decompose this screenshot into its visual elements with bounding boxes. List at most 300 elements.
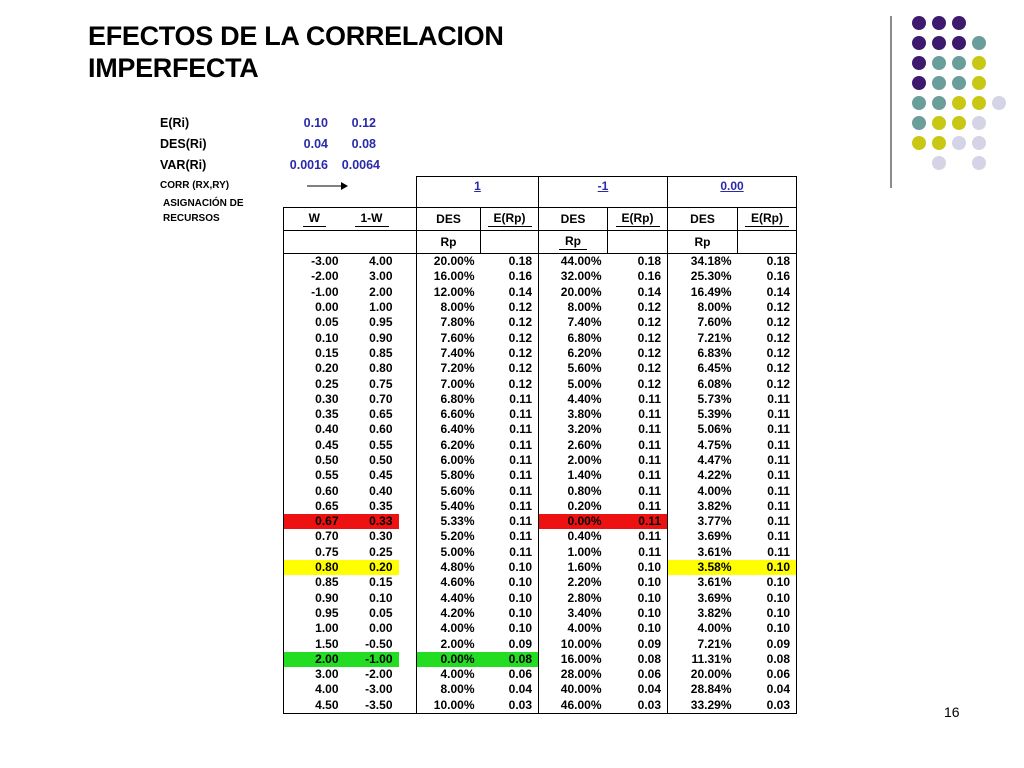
table-cell: 6.00% (417, 453, 481, 468)
table-cell: 3.77% (668, 514, 738, 529)
table-cell: 0.12 (508, 300, 532, 315)
table-row (284, 621, 797, 636)
table-cell: 0.14 (637, 284, 661, 299)
table-cell: 5.73% (668, 392, 738, 407)
table-cell: 4.00 (369, 254, 393, 269)
table-cell: 5.00% (417, 545, 481, 560)
table-cell: 0.55 (284, 468, 345, 483)
table-cell: 0.40 (369, 483, 393, 498)
decor-dot (952, 16, 966, 30)
table-cell: 0.08 (637, 651, 661, 666)
table-cell: 5.39% (668, 407, 738, 422)
table-cell: 8.00% (417, 300, 481, 315)
table-cell: 0.10 (637, 560, 661, 575)
table-row (284, 575, 797, 590)
table-cell: 4.75% (668, 438, 738, 453)
table-cell: 0.16 (738, 269, 797, 284)
table-row (284, 315, 797, 330)
table-cell: 1.00% (539, 545, 608, 560)
corr-value-3: 0.00 (668, 177, 797, 208)
decor-dot (932, 156, 946, 170)
table-cell: 0.03 (738, 698, 797, 714)
table-cell: 0.10 (284, 330, 345, 345)
decor-dot (972, 36, 986, 50)
table-cell: 0.30 (369, 529, 393, 544)
table-cell: 2.00% (417, 636, 481, 651)
table-cell: 1.00 (369, 300, 393, 315)
table-cell: 0.11 (509, 544, 532, 559)
table-cell: 0.05 (284, 315, 345, 330)
table-cell: 7.40% (417, 346, 481, 361)
table-cell: 0.50 (369, 453, 393, 467)
decor-dot (972, 116, 986, 130)
table-cell: 0.08 (738, 652, 797, 667)
table-cell: 6.83% (668, 346, 738, 361)
table-row (284, 422, 797, 437)
col-header-w: W (284, 208, 345, 231)
table-cell: 0.11 (509, 514, 532, 529)
table-cell: 0.11 (638, 483, 661, 498)
table-cell: 0.11 (509, 498, 532, 513)
table-row (284, 591, 797, 606)
table-cell: 0.11 (738, 529, 797, 544)
table-cell: 0.11 (738, 453, 797, 468)
table-cell: 4.60% (417, 575, 481, 590)
table-cell: 0.14 (508, 284, 532, 299)
table-cell: 7.60% (417, 330, 481, 345)
table-cell: 0.03 (481, 698, 539, 714)
col-header-erp-2: E(Rp) (608, 208, 668, 231)
table-cell: 0.10 (369, 590, 393, 605)
table-cell: 3.80% (539, 407, 608, 422)
table-row (284, 285, 797, 300)
table-cell: -3.00 (365, 682, 393, 697)
table-cell: 5.00% (539, 376, 608, 391)
table-cell: 0.11 (509, 437, 532, 452)
table-cell: 2.00% (539, 453, 608, 468)
table-cell: 0.11 (738, 407, 797, 422)
table-cell: 16.00% (417, 269, 481, 284)
decor-dot (992, 96, 1006, 110)
table-cell: 4.00% (668, 621, 738, 636)
table-cell: 0.10 (508, 590, 532, 605)
table-cell: 8.00% (668, 300, 738, 315)
decor-dot (912, 116, 926, 130)
col-header-des-2: DES (539, 208, 608, 231)
table-cell: 3.61% (668, 545, 738, 560)
table-cell: 0.85 (369, 345, 393, 360)
table-cell: 0.11 (638, 498, 661, 513)
table-row (284, 682, 797, 697)
table-row (284, 300, 797, 315)
table-cell: -1.00 (284, 285, 345, 300)
table-cell: 0.18 (637, 254, 661, 269)
table-cell: 0.11 (638, 422, 661, 437)
table-cell: 0.35 (284, 407, 345, 422)
portfolio-table (283, 176, 797, 714)
table-cell: 0.20 (284, 361, 345, 376)
table-cell: 0.08 (481, 652, 539, 667)
table-row (284, 407, 797, 422)
table-cell: 3.40% (539, 606, 608, 621)
table-cell: 0.09 (738, 636, 797, 651)
table-cell: 0.11 (738, 392, 797, 407)
table-cell: 0.12 (637, 330, 661, 345)
table-cell: 0.11 (509, 407, 532, 422)
table-cell: 5.33% (417, 514, 481, 529)
table-cell: 0.11 (638, 529, 661, 544)
decor-dot (952, 136, 966, 150)
table-cell: 5.60% (417, 483, 481, 498)
decor-dot (972, 136, 986, 150)
table-cell: 3.20% (539, 422, 608, 437)
table-cell: 0.11 (638, 391, 661, 406)
decor-dot (952, 116, 966, 130)
table-cell: 3.82% (668, 606, 738, 621)
table-row (284, 453, 797, 468)
decor-dot (952, 36, 966, 50)
table-cell: 0.11 (509, 529, 532, 544)
table-cell: 6.80% (417, 392, 481, 407)
table-cell: 16.49% (668, 285, 738, 300)
table-cell: 20.00% (539, 285, 608, 300)
param-value-x: 0.0016 (289, 158, 328, 172)
param-label: DES(Ri) (160, 137, 207, 151)
subheader-rp-1: Rp (417, 231, 481, 254)
table-row (284, 438, 797, 453)
table-cell: 33.29% (668, 698, 738, 714)
table-cell: 0.12 (637, 315, 661, 330)
subheader-rp-2: Rp (539, 231, 608, 254)
table-cell: 4.20% (417, 606, 481, 621)
table-cell: 40.00% (539, 682, 608, 697)
table-cell: 34.18% (668, 254, 738, 270)
table-cell: 3.69% (668, 591, 738, 606)
table-cell: 0.33 (345, 514, 399, 529)
table-row (284, 254, 797, 270)
table-cell: 0.10 (738, 621, 797, 636)
col-header-erp-1: E(Rp) (481, 208, 539, 231)
table-cell: 0.65 (284, 499, 345, 514)
table-cell: 0.10 (637, 621, 661, 636)
table-cell: 0.14 (738, 285, 797, 300)
table-cell: 0.18 (508, 254, 532, 269)
table-cell: 0.10 (738, 606, 797, 621)
table-cell: 0.20% (539, 499, 608, 514)
table-cell: 3.00 (369, 269, 393, 284)
table-cell: 0.65 (369, 407, 393, 422)
table-row (284, 468, 797, 483)
table-cell: 0.10 (738, 560, 797, 575)
table-cell: 0.45 (284, 438, 345, 453)
table-cell: 0.11 (509, 453, 532, 467)
corr-header-row (284, 177, 797, 208)
table-cell: 16.00% (539, 652, 608, 667)
table-cell: 6.45% (668, 361, 738, 376)
table-row (284, 560, 797, 575)
corr-value-2: -1 (539, 177, 668, 208)
table-cell: -0.50 (365, 636, 393, 651)
table-cell: 0.95 (284, 606, 345, 621)
table-cell: 0.11 (738, 545, 797, 560)
table-row (284, 361, 797, 376)
table-cell: 0.12 (738, 300, 797, 315)
table-cell: -1.00 (345, 652, 399, 667)
table-cell: 25.30% (668, 269, 738, 284)
slide-number: 16 (944, 704, 960, 720)
table-cell: 7.80% (417, 315, 481, 330)
table-cell: 7.20% (417, 361, 481, 376)
param-label: VAR(Ri) (160, 158, 207, 172)
table-cell: 0.11 (638, 437, 661, 452)
table-cell: 0.60 (284, 483, 345, 498)
table-cell: 4.00 (284, 682, 345, 697)
table-cell: 0.12 (637, 361, 661, 376)
decor-dot (932, 36, 946, 50)
table-cell: 0.16 (508, 269, 532, 284)
table-cell: 0.11 (738, 483, 797, 498)
table-row (284, 636, 797, 651)
decor-dot (952, 56, 966, 70)
table-row (284, 698, 797, 714)
table-cell: 20.00% (668, 667, 738, 682)
table-cell: 0.40 (284, 422, 345, 437)
table-cell: 0.11 (638, 453, 661, 467)
table-cell: 3.61% (668, 575, 738, 590)
decor-dot (932, 76, 946, 90)
table-cell: 6.80% (539, 330, 608, 345)
table-cell: 0.10 (508, 605, 532, 620)
table-cell: 0.40% (539, 529, 608, 544)
table-cell: 0.12 (508, 376, 532, 391)
table-cell: 0.30 (284, 392, 345, 407)
table-cell: 0.04 (637, 682, 661, 697)
table-row (284, 392, 797, 407)
table-cell: 4.00% (539, 621, 608, 636)
table-cell: 0.04 (738, 682, 797, 697)
table-cell: 0.55 (369, 437, 393, 452)
table-cell: 0.12 (637, 345, 661, 360)
table-cell: 5.20% (417, 529, 481, 544)
table-cell: 4.80% (417, 560, 481, 575)
asignacion-line-1: ASIGNACIÓN DE (163, 198, 244, 209)
table-cell: 0.00 (369, 621, 393, 636)
table-cell: 0.10 (738, 575, 797, 590)
decor-dot (972, 156, 986, 170)
table-cell: 0.10 (637, 605, 661, 620)
table-cell: 0.00% (539, 514, 608, 529)
table-cell: 6.20% (417, 438, 481, 453)
table-cell: 0.04 (508, 682, 532, 697)
table-row (284, 376, 797, 391)
table-cell: 5.60% (539, 361, 608, 376)
table-cell: 0.70 (369, 391, 393, 406)
table-cell: 0.06 (738, 667, 797, 682)
decor-dot (932, 136, 946, 150)
table-cell: 4.22% (668, 468, 738, 483)
decor-dot (952, 96, 966, 110)
table-cell: 0.11 (509, 391, 532, 406)
table-cell: 0.12 (738, 361, 797, 376)
table-cell: 0.50 (284, 453, 345, 468)
table-cell: 0.12 (738, 376, 797, 391)
table-cell: 2.80% (539, 591, 608, 606)
table-cell: 7.00% (417, 376, 481, 391)
table-cell: 10.00% (417, 698, 481, 714)
table-row (284, 667, 797, 682)
table-cell: 0.11 (738, 422, 797, 437)
table-row (284, 499, 797, 514)
table-cell: 0.12 (508, 315, 532, 330)
table-cell: 4.00% (417, 667, 481, 682)
decor-dot (972, 96, 986, 110)
table-cell: -2.00 (365, 667, 393, 682)
decor-dot (912, 136, 926, 150)
corr-value-1: 1 (417, 177, 539, 208)
table-cell: 7.40% (539, 315, 608, 330)
table-row (284, 483, 797, 498)
table-cell: 0.15 (369, 575, 393, 590)
table-cell: 7.60% (668, 315, 738, 330)
table-cell: 7.21% (668, 636, 738, 651)
table-cell: 3.82% (668, 499, 738, 514)
table-cell: 0.12 (508, 330, 532, 345)
table-cell: 0.11 (509, 422, 532, 437)
decor-dot (912, 76, 926, 90)
table-cell: 3.69% (668, 529, 738, 544)
table-cell: 0.05 (369, 605, 393, 620)
table-cell: 1.60% (539, 560, 608, 575)
table-cell: 2.20% (539, 575, 608, 590)
param-value-x: 0.04 (303, 137, 328, 151)
table-cell: 0.80 (369, 361, 393, 376)
table-cell: 0.25 (284, 376, 345, 391)
table-cell: 0.11 (738, 468, 797, 483)
table-cell: -3.50 (345, 698, 399, 714)
param-label: E(Ri) (160, 116, 190, 130)
table-cell: 5.06% (668, 422, 738, 437)
table-row (284, 330, 797, 345)
table-row (284, 606, 797, 621)
table-cell: 2.00 (284, 652, 345, 667)
table-cell: 0.12 (508, 345, 532, 360)
table-cell: 6.40% (417, 422, 481, 437)
table-cell: 0.10 (508, 621, 532, 636)
table-cell: 4.47% (668, 453, 738, 468)
table-cell: 0.11 (738, 514, 797, 529)
table-cell: 6.20% (539, 346, 608, 361)
table-cell: 0.12 (637, 376, 661, 391)
table-row (284, 652, 797, 667)
table-cell: 0.80 (284, 560, 345, 575)
table-cell: 0.10 (508, 575, 532, 590)
table-cell: 8.00% (539, 300, 608, 315)
table-cell: 0.11 (509, 468, 532, 483)
table-cell: 0.80% (539, 483, 608, 498)
table-cell: 0.20 (345, 560, 399, 575)
decor-dot (972, 56, 986, 70)
decor-dot (932, 16, 946, 30)
table-cell: 4.40% (417, 591, 481, 606)
table-cell: 4.50 (284, 698, 345, 714)
title-line-1: EFECTOS DE LA CORRELACION (88, 21, 504, 51)
table-cell: 12.00% (417, 285, 481, 300)
subheader-row (284, 231, 797, 254)
table-cell: 4.00% (668, 483, 738, 498)
table-cell: 10.00% (539, 636, 608, 651)
table-cell: 1.00 (284, 621, 345, 636)
table-cell: 4.00% (417, 621, 481, 636)
table-cell: 0.10 (738, 591, 797, 606)
slide-title (88, 20, 504, 84)
table-row (284, 514, 797, 529)
table-cell: 0.75 (369, 376, 393, 391)
col-header-erp-3: E(Rp) (738, 208, 797, 231)
decor-dot (912, 16, 926, 30)
table-row (284, 346, 797, 361)
title-line-2: IMPERFECTA (88, 53, 259, 83)
table-cell: 3.58% (668, 560, 738, 575)
table-cell: -2.00 (284, 269, 345, 284)
table-cell: 0.90 (284, 591, 345, 606)
table-cell: 0.11 (738, 438, 797, 453)
table-cell: 0.60 (369, 422, 393, 437)
param-value-y: 0.08 (351, 137, 376, 151)
table-cell: 0.11 (638, 468, 661, 483)
decor-dot (972, 76, 986, 90)
table-cell: 0.11 (509, 483, 532, 498)
table-cell: 0.90 (369, 330, 393, 345)
table-cell: 8.00% (417, 682, 481, 697)
decor-divider-line (890, 16, 892, 188)
table-cell: 7.21% (668, 330, 738, 345)
table-cell: 0.10 (508, 560, 532, 575)
table-cell: 0.10 (637, 590, 661, 605)
asignacion-label (163, 196, 244, 226)
table-cell: 0.15 (284, 346, 345, 361)
table-cell: 1.50 (284, 636, 345, 651)
col-header-1w: 1-W (345, 208, 399, 231)
param-value-x: 0.10 (303, 116, 328, 130)
table-cell: 0.03 (608, 698, 668, 714)
table-cell: 0.11 (638, 544, 661, 559)
table-cell: 46.00% (539, 698, 608, 714)
table-row (284, 269, 797, 284)
table-cell: 0.11 (738, 499, 797, 514)
table-cell: -3.00 (284, 254, 345, 270)
table-body (284, 254, 797, 714)
table-cell: 0.95 (369, 315, 393, 330)
table-row (284, 545, 797, 560)
decor-dot (932, 116, 946, 130)
decor-dot (932, 96, 946, 110)
table-cell: 0.35 (369, 498, 393, 513)
table-row (284, 529, 797, 544)
table-cell: 5.80% (417, 468, 481, 483)
table-cell: 11.31% (668, 652, 738, 667)
table-cell: 0.12 (637, 300, 661, 315)
corr-label: CORR (RX,RY) (160, 180, 230, 191)
table-cell: 0.11 (608, 514, 668, 529)
table-cell: 0.00 (284, 300, 345, 315)
col-header-des-3: DES (668, 208, 738, 231)
table-cell: 44.00% (539, 254, 608, 270)
table-cell: 0.16 (637, 269, 661, 284)
table-cell: 0.45 (369, 468, 393, 483)
subheader-rp-3: Rp (668, 231, 738, 254)
table-cell: 2.60% (539, 438, 608, 453)
table-cell: 0.11 (638, 407, 661, 422)
